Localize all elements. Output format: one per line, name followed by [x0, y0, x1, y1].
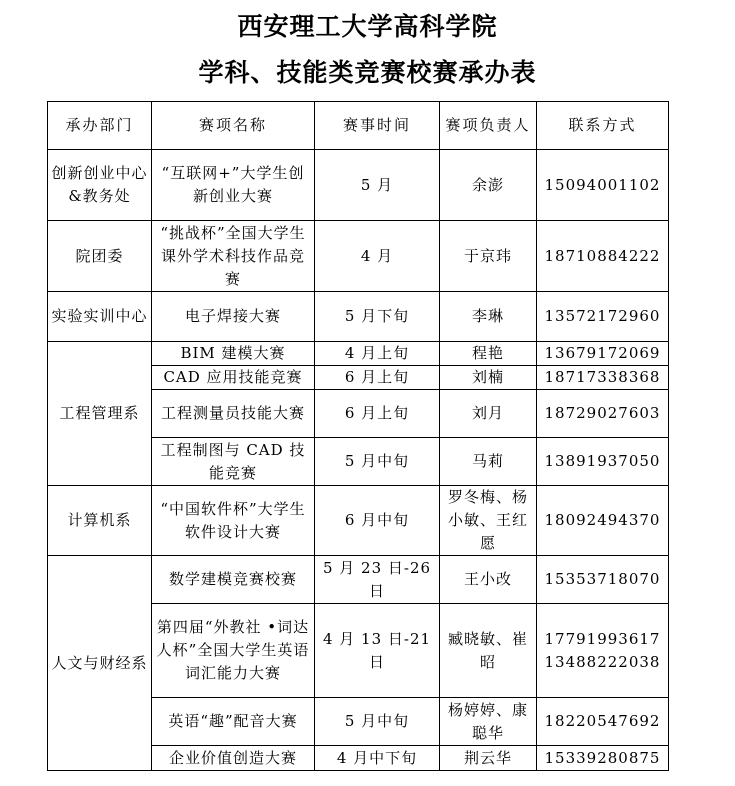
event-cell: 工程测量员技能大赛 [152, 390, 315, 438]
header-event-name: 赛项名称 [152, 102, 315, 150]
phone-cell [537, 604, 669, 698]
table-row [48, 556, 669, 604]
phone-cell: 15353718070 [537, 556, 669, 604]
time-cell: 5 月中旬 [315, 698, 440, 746]
department-cell: 计算机系 [48, 486, 152, 556]
document-title: 西安理工大学高科学院 [237, 12, 498, 41]
time-cell: 6 月上旬 [315, 390, 440, 438]
department-cell: 人文与财经系 [48, 556, 152, 771]
phone-secondary: 13488222038 [544, 652, 661, 671]
competition-table [47, 101, 669, 771]
time-cell: 4 月上旬 [315, 342, 440, 366]
table-row [48, 150, 669, 221]
person-cell: 李琳 [440, 292, 537, 342]
time-cell: 4 月 13 日-21 日 [315, 604, 440, 698]
time-cell: 5 月中旬 [315, 438, 440, 486]
event-cell: CAD 应用技能竞赛 [152, 366, 315, 390]
table-row [48, 221, 669, 292]
person-cell: 荆云华 [440, 746, 537, 771]
person-cell: 杨婷婷、康聪华 [440, 698, 537, 746]
header-time: 赛事时间 [315, 102, 440, 150]
header-contact: 联系方式 [537, 102, 669, 150]
event-cell: 英语“趣”配音大赛 [152, 698, 315, 746]
phone-cell: 18729027603 [537, 390, 669, 438]
person-cell: 王小改 [440, 556, 537, 604]
phone-cell: 13572172960 [537, 292, 669, 342]
phone-primary: 17791993617 [544, 629, 661, 648]
event-cell: BIM 建模大赛 [152, 342, 315, 366]
person-cell: 臧晓敏、崔昭 [440, 604, 537, 698]
event-cell: “互联网+”大学生创新创业大赛 [152, 150, 315, 221]
header-department: 承办部门 [48, 102, 152, 150]
table-row [48, 292, 669, 342]
event-cell: “中国软件杯”大学生软件设计大赛 [152, 486, 315, 556]
phone-cell: 13891937050 [537, 438, 669, 486]
person-cell: 余澎 [440, 150, 537, 221]
person-cell: 程艳 [440, 342, 537, 366]
time-cell: 4 月 [315, 221, 440, 292]
department-cell: 创新创业中心&教务处 [48, 150, 152, 221]
time-cell: 4 月中下旬 [315, 746, 440, 771]
event-cell: 电子焊接大赛 [152, 292, 315, 342]
person-cell: 于京玮 [440, 221, 537, 292]
time-cell: 6 月上旬 [315, 366, 440, 390]
event-cell: 第四届“外教社 •词达人杯”全国大学生英语词汇能力大赛 [152, 604, 315, 698]
phone-cell: 18220547692 [537, 698, 669, 746]
phone-cell: 18710884222 [537, 221, 669, 292]
event-cell: 企业价值创造大赛 [152, 746, 315, 771]
phone-cell: 15094001102 [537, 150, 669, 221]
table-header-row [48, 102, 669, 150]
phone-cell: 13679172069 [537, 342, 669, 366]
document-subtitle: 学科、技能类竞赛校赛承办表 [198, 58, 537, 87]
person-cell: 罗冬梅、杨小敏、王红愿 [440, 486, 537, 556]
person-cell: 马莉 [440, 438, 537, 486]
phone-cell: 18717338368 [537, 366, 669, 390]
phone-cell: 15339280875 [537, 746, 669, 771]
table-row [48, 486, 669, 556]
time-cell: 5 月下旬 [315, 292, 440, 342]
time-cell: 6 月中旬 [315, 486, 440, 556]
event-cell: 工程制图与 CAD 技能竞赛 [152, 438, 315, 486]
phone-cell: 18092494370 [537, 486, 669, 556]
department-cell: 实验实训中心 [48, 292, 152, 342]
time-cell: 5 月 23 日-26 日 [315, 556, 440, 604]
event-cell: “挑战杯”全国大学生课外学术科技作品竞赛 [152, 221, 315, 292]
event-cell: 数学建模竞赛校赛 [152, 556, 315, 604]
department-cell: 院团委 [48, 221, 152, 292]
department-cell: 工程管理系 [48, 342, 152, 486]
time-cell: 5 月 [315, 150, 440, 221]
table-row [48, 342, 669, 366]
person-cell: 刘楠 [440, 366, 537, 390]
person-cell: 刘月 [440, 390, 537, 438]
header-person: 赛项负责人 [440, 102, 537, 150]
